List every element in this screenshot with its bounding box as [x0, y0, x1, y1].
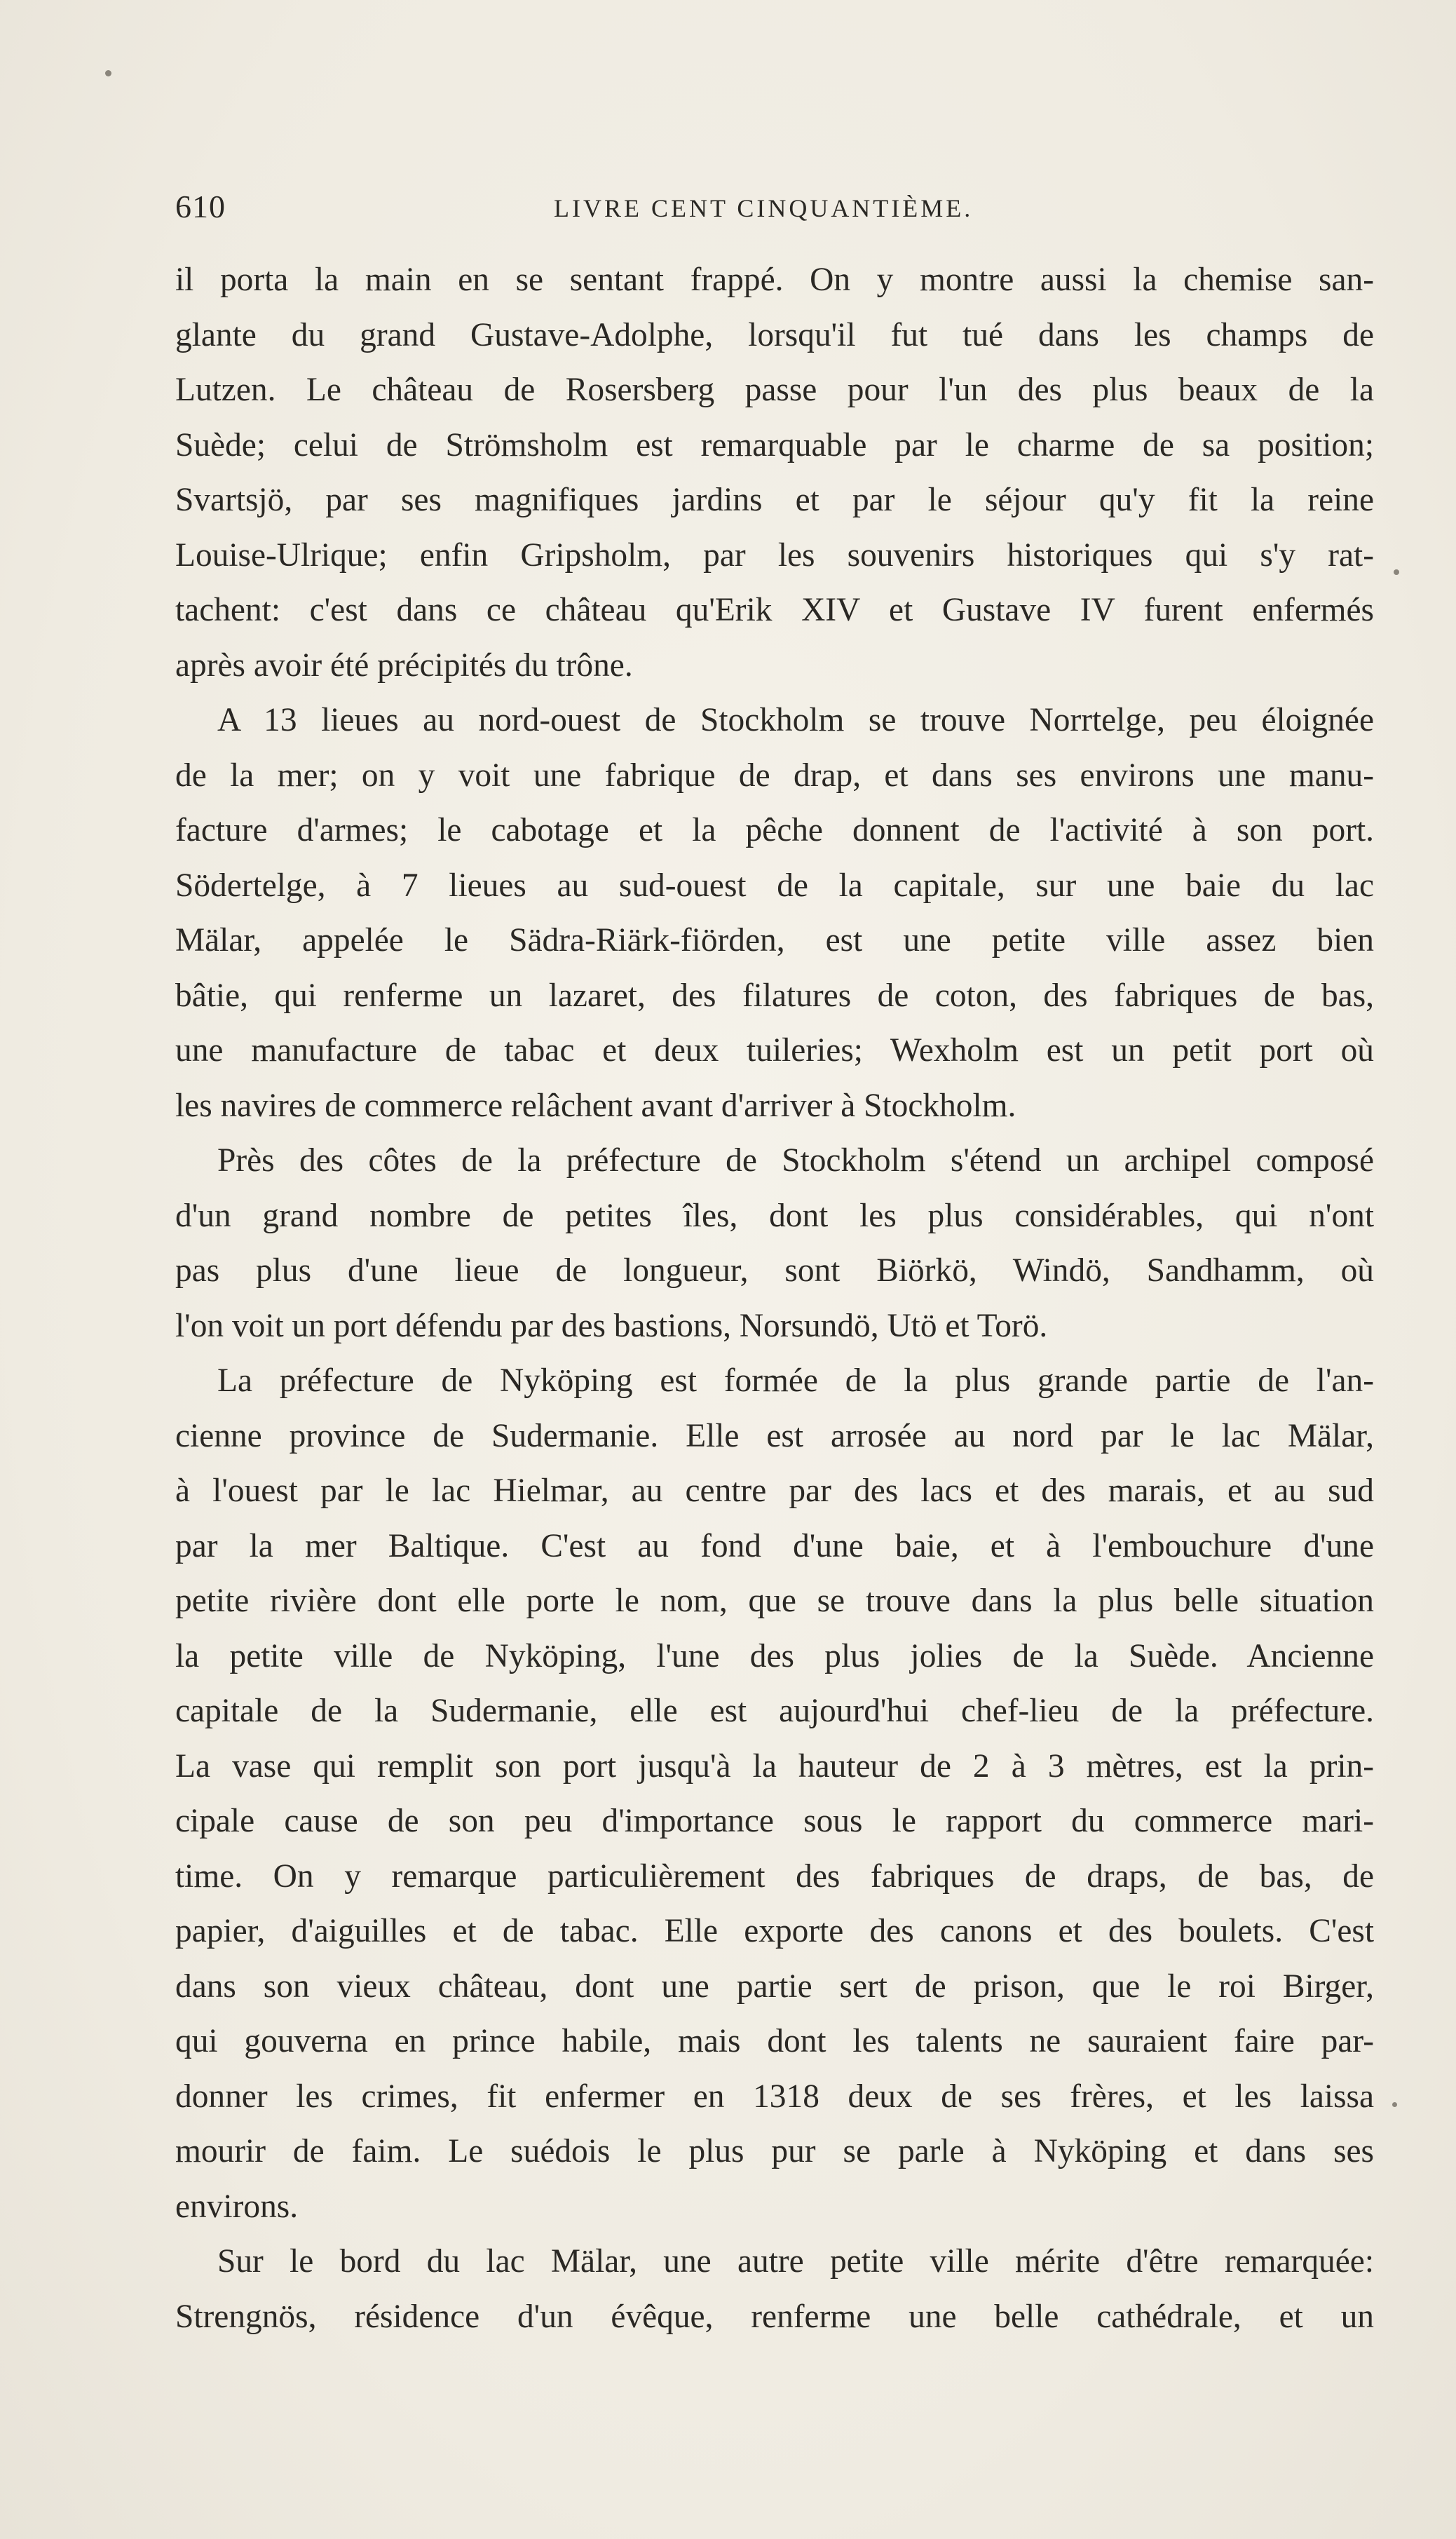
text-line: de la mer; on y voit une fabrique de drap, et dans ses environs une manu-	[175, 757, 1374, 794]
text-line: Svartsjö, par ses magnifiques jardins et par le séjour qu'y fit la reine	[175, 482, 1374, 518]
text-line: dans son vieux château, dont une partie sert de prison, que le roi Birger,	[175, 1968, 1374, 2005]
text-line: Sur le bord du lac Mälar, une autre petite ville mérite d'être remarquée:	[217, 2243, 1374, 2280]
text-line: une manufacture de tabac et deux tuileries; Wexholm est un petit port où	[175, 1032, 1374, 1069]
text-line: papier, d'aiguilles et de tabac. Elle exporte des canons et des boulets. C'est	[175, 1913, 1374, 1949]
text-line: capitale de la Sudermanie, elle est aujourd'hui chef-lieu de la préfecture.	[175, 1693, 1374, 1729]
text-line: cipale cause de son peu d'importance sous le rapport du commerce mari-	[175, 1803, 1374, 1839]
page-number: 610	[175, 189, 226, 224]
speck-mark	[1394, 569, 1399, 575]
text-line: qui gouverna en prince habile, mais dont les talents ne sauraient faire par-	[175, 2023, 1374, 2059]
page-header	[175, 188, 1374, 230]
text-line: d'un grand nombre de petites îles, dont les plus considérables, qui n'ont	[175, 1197, 1374, 1234]
text-line: tachent: c'est dans ce château qu'Erik XIV et Gustave IV furent enfermés	[175, 592, 1374, 628]
text-line: Mälar, appelée le Sädra-Riärk-fiörden, est une petite ville assez bien	[175, 922, 1374, 959]
text-line: cienne province de Sudermanie. Elle est arrosée au nord par le lac Mälar,	[175, 1417, 1374, 1454]
text-line: mourir de faim. Le suédois le plus pur se parle à Nyköping et dans ses	[175, 2133, 1374, 2169]
text-line: la petite ville de Nyköping, l'une des plus jolies de la Suède. Ancienne	[175, 1637, 1374, 1674]
speck-mark	[1392, 2102, 1397, 2107]
text-line: petite rivière dont elle porte le nom, que se trouve dans la plus belle situation	[175, 1583, 1374, 1619]
text-line: les navires de commerce relâchent avant d'arriver à Stockholm.	[175, 1087, 1016, 1124]
text-line: après avoir été précipités du trône.	[175, 646, 633, 684]
text-line: A 13 lieues au nord-ouest de Stockholm se trouve Norrtelge, peu éloignée	[217, 702, 1374, 738]
speck-mark	[105, 70, 111, 76]
text-line: glante du grand Gustave-Adolphe, lorsqu'il fut tué dans les champs de	[175, 316, 1374, 353]
text-line: Suède; celui de Strömsholm est remarquable par le charme de sa position;	[175, 426, 1374, 463]
text-line: Södertelge, à 7 lieues au sud-ouest de la capitale, sur une baie du lac	[175, 867, 1374, 904]
running-title: LIVRE CENT CINQUANTIÈME.	[554, 194, 974, 222]
text-line: par la mer Baltique. C'est au fond d'une baie, et à l'embouchure d'une	[175, 1527, 1374, 1564]
text-line: à l'ouest par le lac Hielmar, au centre par des lacs et des marais, et au sud	[175, 1472, 1374, 1509]
text-line: Strengnös, résidence d'un évêque, renferme une belle cathédrale, et un	[175, 2298, 1374, 2335]
text-line: il porta la main en se sentant frappé. On y montre aussi la chemise san-	[175, 262, 1374, 298]
text-line: time. On y remarque particulièrement des fabriques de draps, de bas, de	[175, 1857, 1374, 1895]
text-line: Louise-Ulrique; enfin Gripsholm, par les souvenirs historiques qui s'y rat-	[175, 536, 1374, 574]
text-line: environs.	[175, 2188, 299, 2225]
body-text	[175, 252, 1374, 2344]
text-line: l'on voit un port défendu par des bastions, Norsundö, Utö et Torö.	[175, 1307, 1048, 1344]
text-line: pas plus d'une lieue de longueur, sont Biörkö, Windö, Sandhamm, où	[175, 1252, 1374, 1289]
text-line: Lutzen. Le château de Rosersberg passe pour l'un des plus beaux de la	[175, 372, 1374, 408]
text-line: bâtie, qui renferme un lazaret, des filatures de coton, des fabriques de bas,	[175, 977, 1374, 1014]
text-line: Près des côtes de la préfecture de Stockholm s'étend un archipel composé	[217, 1142, 1374, 1179]
text-line: La vase qui remplit son port jusqu'à la hauteur de 2 à 3 mètres, est la prin-	[175, 1747, 1374, 1785]
text-line: facture d'armes; le cabotage et la pêche donnent de l'activité à son port.	[175, 812, 1374, 848]
text-line: donner les crimes, fit enfermer en 1318 deux de ses frères, et les laissa	[175, 2078, 1374, 2115]
text-line: La préfecture de Nyköping est formée de la plus grande partie de l'an-	[217, 1362, 1374, 1399]
